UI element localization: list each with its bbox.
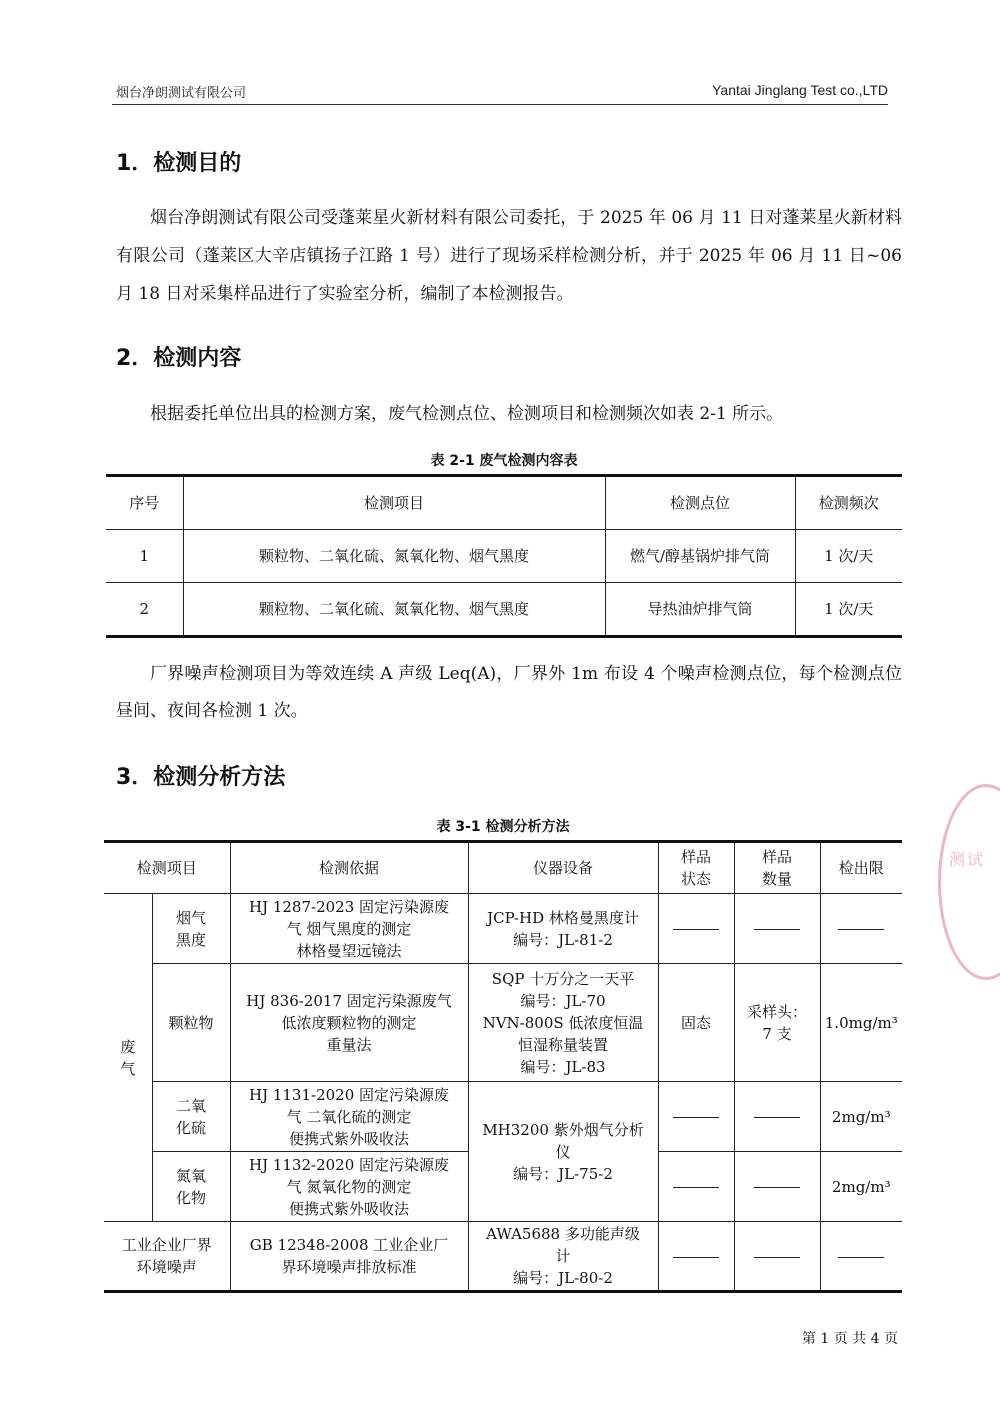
- qty-noise: [734, 1222, 820, 1292]
- item-so2: 二氧 化硫: [152, 1082, 230, 1152]
- company-name-english: Yantai Jinglang Test co.,LTD: [712, 82, 888, 98]
- col-header-index: 序号: [106, 476, 183, 530]
- item-smoke-blackness: 烟气 黑度: [152, 894, 230, 964]
- dash-mark: [838, 1257, 884, 1258]
- content-paragraph: 根据委托单位出具的检测方案，废气检测点位、检测项目和检测频次如表 2-1 所示。: [150, 404, 784, 424]
- dash-mark: [754, 1187, 800, 1188]
- cell-item: 颗粒物、二氧化硫、氮氧化物、烟气黑度: [183, 530, 605, 583]
- cell-point: 燃气/醇基锅炉排气筒: [605, 530, 795, 583]
- cell-index: 2: [106, 583, 183, 637]
- cell-item: 颗粒物、二氧化硫、氮氧化物、烟气黑度: [183, 583, 605, 637]
- limit-noise: [820, 1222, 902, 1292]
- table-header-row: [104, 842, 902, 894]
- basis-smoke-blackness: HJ 1287-2023 固定污染源废 气 烟气黑度的测定 林格曼望远镜法: [230, 894, 468, 964]
- cell-point: 导热油炉排气筒: [605, 583, 795, 637]
- col-header-frequency: 检测频次: [795, 476, 902, 530]
- col-header-item: 检测项目: [104, 842, 230, 894]
- cell-index: 1: [106, 530, 183, 583]
- col-header-instrument: 仪器设备: [468, 842, 658, 894]
- table-row: [104, 1222, 902, 1292]
- limit-nox: 2mg/m³: [820, 1152, 902, 1222]
- qty-smoke-blackness: [734, 894, 820, 964]
- qty-particulate: 采样头： 7 支: [734, 964, 820, 1082]
- item-particulate: 颗粒物: [152, 964, 230, 1082]
- table-2-1-caption: 表 2-1 废气检测内容表: [430, 453, 578, 469]
- state-smoke-blackness: [658, 894, 734, 964]
- table-row: [106, 583, 902, 637]
- page-number: 第 1 页 共 4 页: [801, 1331, 898, 1347]
- dash-mark: [754, 1117, 800, 1118]
- section-title-purpose: 1．检测目的: [116, 151, 242, 176]
- basis-noise: GB 12348-2008 工业企业厂 界环境噪声排放标准: [230, 1222, 468, 1292]
- section-title-content: 2．检测内容: [116, 346, 242, 371]
- state-so2: [658, 1082, 734, 1152]
- col-header-item: 检测项目: [183, 476, 605, 530]
- dash-mark: [673, 1117, 719, 1118]
- table-3-1-caption: 表 3-1 检测分析方法: [436, 819, 570, 835]
- dash-mark: [673, 1257, 719, 1258]
- instrument-noise: AWA5688 多功能声级 计 编号：JL-80-2: [468, 1222, 658, 1292]
- cell-frequency: 1 次/天: [795, 530, 902, 583]
- col-header-basis: 检测依据: [230, 842, 468, 894]
- col-header-state: 样品 状态: [658, 842, 734, 894]
- item-noise: 工业企业厂界 环境噪声: [104, 1222, 230, 1292]
- table-header-row: [106, 476, 902, 530]
- limit-so2: 2mg/m³: [820, 1082, 902, 1152]
- col-header-limit: 检出限: [820, 842, 902, 894]
- cell-frequency: 1 次/天: [795, 583, 902, 637]
- company-name-header: 烟台净朗测试有限公司: [116, 86, 247, 101]
- waste-gas-content-table: [106, 474, 902, 638]
- table-row: [104, 1082, 902, 1152]
- col-header-qty: 样品 数量: [734, 842, 820, 894]
- limit-particulate: 1.0mg/m³: [820, 964, 902, 1082]
- instrument-smoke-blackness: JCP-HD 林格曼黑度计 编号：JL-81-2: [468, 894, 658, 964]
- purpose-paragraph: 烟台净朗测试有限公司受蓬莱星火新材料有限公司委托，于 2025 年 06 月 11 日对蓬莱星火新材料有限公司（蓬莱区大辛店镇扬子江路 1 号）进行了现场采样检测分析，并于 2025 年 06 月 11 日~06 月 18 日对采集样品进行了实验室分析，编制了本检测报告。: [116, 208, 902, 304]
- table-row: [104, 894, 902, 964]
- seal-text: 测试: [949, 850, 986, 869]
- group-waste-gas: 废 气: [104, 894, 152, 1222]
- noise-paragraph: 厂界噪声检测项目为等效连续 A 声级 Leq(A)，厂界外 1m 布设 4 个噪声检测点位，每个检测点位昼间、夜间各检测 1 次。: [116, 664, 902, 721]
- table-row: [106, 530, 902, 583]
- instrument-particulate: SQP 十万分之一天平 编号：JL-70 NVN-800S 低浓度恒温 恒湿称量装置 编号：JL-83: [468, 964, 658, 1082]
- state-noise: [658, 1222, 734, 1292]
- state-particulate: 固态: [658, 964, 734, 1082]
- qty-so2: [734, 1082, 820, 1152]
- basis-particulate: HJ 836-2017 固定污染源废气 低浓度颗粒物的测定 重量法: [230, 964, 468, 1082]
- analysis-methods-table: [104, 840, 902, 1293]
- header-divider: [112, 104, 888, 105]
- basis-nox: HJ 1132-2020 固定污染源废 气 氮氧化物的测定 便携式紫外吸收法: [230, 1152, 468, 1222]
- table-row: [104, 964, 902, 1082]
- basis-so2: HJ 1131-2020 固定污染源废 气 二氧化硫的测定 便携式紫外吸收法: [230, 1082, 468, 1152]
- section-title-methods: 3．检测分析方法: [116, 765, 286, 790]
- company-seal-stamp: [938, 784, 1000, 980]
- qty-nox: [734, 1152, 820, 1222]
- dash-mark: [754, 1257, 800, 1258]
- limit-smoke-blackness: [820, 894, 902, 964]
- state-nox: [658, 1152, 734, 1222]
- item-nox: 氮氧 化物: [152, 1152, 230, 1222]
- instrument-gas-analyzer: MH3200 紫外烟气分析 仪 编号：JL-75-2: [468, 1082, 658, 1222]
- dash-mark: [673, 929, 719, 930]
- dash-mark: [673, 1187, 719, 1188]
- col-header-point: 检测点位: [605, 476, 795, 530]
- dash-mark: [754, 929, 800, 930]
- dash-mark: [838, 929, 884, 930]
